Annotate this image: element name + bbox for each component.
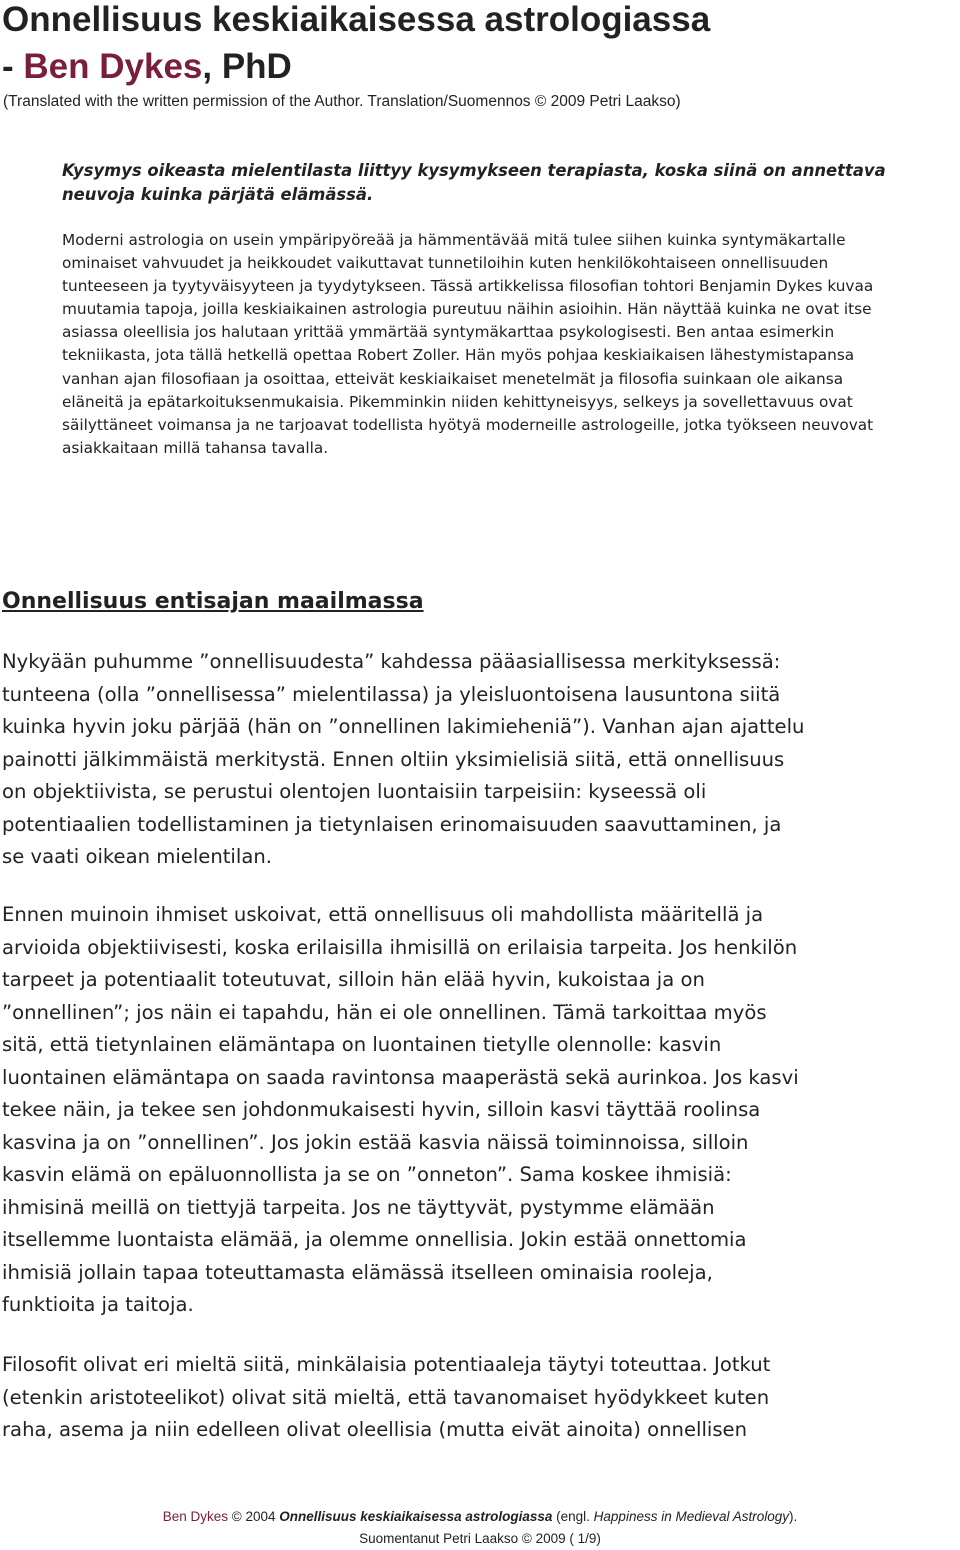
title-degree: , PhD xyxy=(202,47,292,86)
paragraph-line: potentiaalien todellistaminen ja tietynlaisen erinomaisuuden saavuttaminen, ja xyxy=(2,812,782,836)
paragraph-line: Ennen muinoin ihmiset uskoivat, että onnellisuus oli mahdollista määritellä ja xyxy=(2,903,764,926)
paragraph-line: tunteena (olla ”onnellisessa” mielentilassa) ja yleisluontoisena lausuntona siitä xyxy=(2,682,781,706)
document-title xyxy=(2,0,960,90)
paragraph-line: itsellemme luontaista elämää, ja olemme onnellisia. Jokin estää onnettomia xyxy=(2,1228,747,1251)
body-paragraph-3 xyxy=(2,1349,960,1447)
paragraph-line: luontainen elämäntapa on saada ravintonsa maaperästä sekä aurinkoa. Jos kasvi xyxy=(2,1065,799,1089)
paragraph-line: kasvina ja on ”onnellinen”. Jos jokin estää kasvia näissä toiminnoissa, silloin xyxy=(2,1130,749,1154)
paragraph-line: funktioita ja taitoja. xyxy=(2,1293,194,1316)
paragraph-line: raha, asema ja niin edelleen olivat oleellisia (mutta eivät ainoita) onnellisen xyxy=(2,1418,748,1441)
footer-line-2: Suomentanut Petri Laakso © 2009 ( 1/9) xyxy=(359,1531,601,1546)
paragraph-line: painotti jälkimmäistä merkitystä. Ennen oltiin yksimielisiä siitä, että onnellisuus xyxy=(2,747,785,771)
translation-note: (Translated with the written permission of the Author. Translation/Suomennos © 2009 Petri Laakso) xyxy=(3,93,681,110)
footer-engl-title: Happiness in Medieval Astrology xyxy=(593,1509,790,1524)
body-paragraph-1 xyxy=(2,646,960,874)
paragraph-line: ihmisinä meillä on tiettyjä tarpeita. Jos ne täyttyvät, pystymme elämään xyxy=(2,1195,715,1219)
footer-line-1 xyxy=(0,1506,960,1528)
paragraph-line: (etenkin aristoteelikot) olivat sitä mieltä, että tavanomaiset hyödykkeet kuten xyxy=(2,1385,770,1409)
footer-title: Onnellisuus keskiaikaisessa astrologiassa xyxy=(279,1509,553,1524)
paragraph-line: kasvin elämä on epäluonnollista ja se on ”onneton”. Sama koskee ihmisiä: xyxy=(2,1163,732,1186)
author-name: Ben Dykes xyxy=(23,47,203,86)
page-footer xyxy=(0,1506,960,1550)
paragraph-line: kuinka hyvin joku pärjää (hän on ”onnellinen lakimieheniä”). Vanhan ajan ajattelu xyxy=(2,715,805,738)
lead-paragraph: Kysymys oikeasta mielentilasta liittyy kysymykseen terapiasta, koska siinä on annettava neuvoja kuinka pärjätä elämässä. xyxy=(62,161,886,204)
footer-engl-pre: (engl. xyxy=(552,1509,594,1524)
paragraph-line: ihmisiä jollain tapaa toteuttamasta elämässä itselleen ominaisia rooleja, xyxy=(2,1260,713,1284)
footer-year: © 2004 xyxy=(228,1509,280,1524)
body-paragraph-2 xyxy=(2,899,960,1322)
paragraph-line: tarpeet ja potentiaalit toteutuvat, silloin hän elää hyvin, kukoistaa ja on xyxy=(2,968,705,991)
title-dash: - xyxy=(2,47,24,86)
paragraph-line: arvioida objektiivisesti, koska erilaisilla ihmisillä on erilaisia tarpeita. Jos henkilön xyxy=(2,935,798,959)
paragraph-line: ”onnellinen”; jos näin ei tapahdu, hän ei ole onnellinen. Tämä tarkoittaa myös xyxy=(2,1000,767,1024)
paragraph-line: se vaati oikean mielentilan. xyxy=(2,845,272,868)
paragraph-line: on objektiivista, se perustui olentojen luontaisiin tarpeisiin: kyseessä oli xyxy=(2,780,707,803)
section-heading: Onnellisuus entisajan maailmassa xyxy=(2,589,424,614)
title-text: Onnellisuus keskiaikaisessa astrologiassa xyxy=(2,0,711,39)
paragraph-line: tekee näin, ja tekee sen johdonmukaisesti hyvin, silloin kasvi täyttää roolinsa xyxy=(2,1098,761,1121)
abstract-paragraph: Moderni astrologia on usein ympäripyöreää ja hämmentävää mitä tulee siihen kuinka syntymäkartalle ominaiset vahvuudet ja heikkoudet vaikuttavat tunnetiloihin kuten henkilökohtaiseen onnellisuuden tunteeseen ja tyytyväisyyteen ja tyydytykseen. Tässä artikkelissa filosofian tohtori Benjamin Dykes kuvaa muutamia tapoja, joilla keskiaikainen astrologia pureutuu näihin asioihin. Hän näyttää kuinka ne ovat itse asiassa oleellisia jos halutaan yrittää ymmärtää syntymäkarttaa psykologisesti. Ben antaa esimerkin tekniikasta, jota tällä hetkellä opettaa Robert Zoller. Hän myös pohjaa keskiaikaisen lähestymistapansa vanhan ajan filosofiaan ja osoittaa, etteivät keskiaikaiset menetelmät ja filosofia suinkaan ole aikansa eläneitä ja epätarkoituksenmukaisia. Pikemminkin niiden kehittyneisyys, selkeys ja sovellettavuus ovat säilyttäneet voimansa ja ne tarjoavat todellista hyötyä moderneille astrologeille, jotka työkseen neuvovat asiakkaitaan millä tahansa tavalla. xyxy=(62,231,874,457)
footer-author: Ben Dykes xyxy=(162,1509,228,1524)
paragraph-line: sitä, että tietynlainen elämäntapa on luontainen tietylle olennolle: kasvin xyxy=(2,1033,722,1056)
footer-engl-post: ). xyxy=(789,1509,798,1524)
paragraph-line: Nykyään puhumme ”onnellisuudesta” kahdessa pääasiallisessa merkityksessä: xyxy=(2,650,781,673)
paragraph-line: Filosofit olivat eri mieltä siitä, minkälaisia potentiaaleja täytyi toteuttaa. Jotkut xyxy=(2,1353,771,1376)
